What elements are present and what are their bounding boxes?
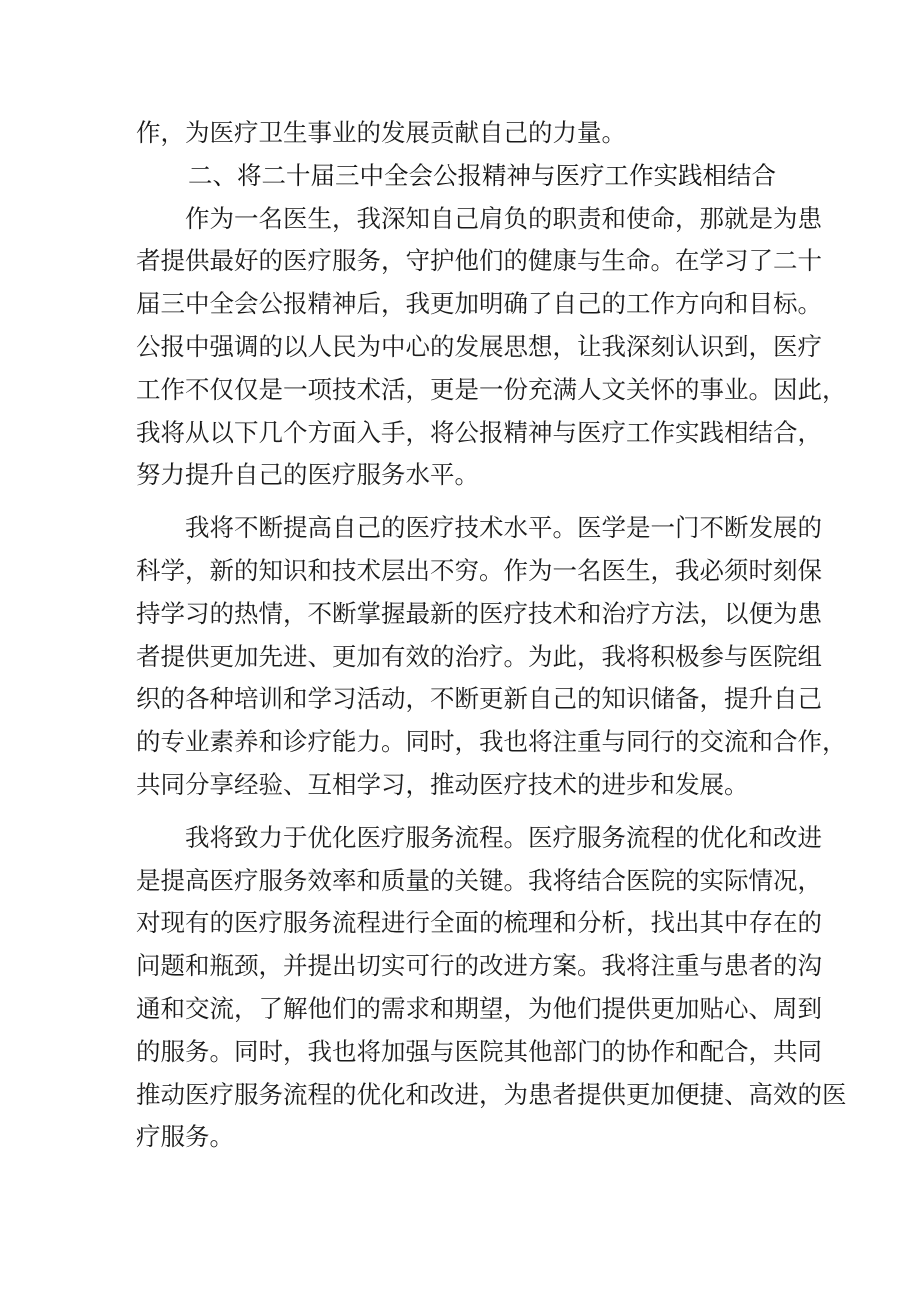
paragraph-line: 通和交流，了解他们的需求和期望，为他们提供更加贴心、周到 bbox=[136, 993, 822, 1023]
paragraph-line: 疗服务。 bbox=[136, 1122, 234, 1152]
paragraph-line: 问题和瓶颈，并提出切实可行的改进方案。我将注重与患者的沟 bbox=[136, 951, 822, 981]
paragraph-line: 织的各种培训和学习活动，不断更新自己的知识储备，提升自己 bbox=[136, 684, 822, 714]
paragraph-line: 推动医疗服务流程的优化和改进，为患者提供更加便捷、高效的医 bbox=[136, 1079, 847, 1109]
intro-line: 作，为医疗卫生事业的发展贡献自己的力量。 bbox=[136, 118, 626, 147]
paragraph-line: 公报中强调的以人民为中心的发展思想，让我深刻认识到，医疗 bbox=[136, 331, 822, 361]
paragraph-2 bbox=[136, 507, 847, 807]
paragraph-line: 我将不断提高自己的医疗技术水平。医学是一门不断发展的 bbox=[136, 513, 822, 543]
paragraph-line: 工作不仅仅是一项技术活，更是一份充满人文关怀的事业。因此， bbox=[136, 374, 847, 404]
paragraph-line: 共同分享经验、互相学习，推动医疗技术的进步和发展。 bbox=[136, 769, 749, 799]
paragraph-line: 届三中全会公报精神后，我更加明确了自己的工作方向和目标。 bbox=[136, 289, 822, 319]
paragraph-line: 努力提升自己的医疗服务水平。 bbox=[136, 460, 479, 490]
paragraph-line: 我将致力于优化医疗服务流程。医疗服务流程的优化和改进 bbox=[136, 822, 822, 852]
section-heading: 二、将二十届三中全会公报精神与医疗工作实践相结合 bbox=[188, 160, 776, 190]
paragraph-gap bbox=[136, 807, 792, 817]
paragraph-gap bbox=[136, 497, 792, 507]
paragraph-line: 者提供更加先进、更加有效的治疗。为此，我将积极参与医院组 bbox=[136, 641, 822, 671]
document-page bbox=[136, 112, 847, 1159]
paragraph-line: 科学，新的知识和技术层出不穷。作为一名医生，我必须时刻保 bbox=[136, 555, 822, 585]
paragraph-line: 作为一名医生，我深知自己肩负的职责和使命，那就是为患 bbox=[136, 203, 822, 233]
paragraph-line: 对现有的医疗服务流程进行全面的梳理和分析，找出其中存在的 bbox=[136, 908, 822, 938]
paragraph-line: 的专业素养和诊疗能力。同时，我也将注重与同行的交流和合作， bbox=[136, 727, 847, 757]
paragraph-line: 我将从以下几个方面入手，将公报精神与医疗工作实践相结合， bbox=[136, 417, 822, 447]
paragraph-line: 者提供最好的医疗服务，守护他们的健康与生命。在学习了二十 bbox=[136, 246, 822, 276]
paragraph-1 bbox=[136, 198, 847, 498]
paragraph-3 bbox=[136, 817, 847, 1159]
paragraph-line: 的服务。同时，我也将加强与医院其他部门的协作和配合，共同 bbox=[136, 1036, 822, 1066]
paragraph-line: 是提高医疗服务效率和质量的关键。我将结合医院的实际情况， bbox=[136, 865, 822, 895]
paragraph-line: 持学习的热情，不断掌握最新的医疗技术和治疗方法，以便为患 bbox=[136, 598, 822, 628]
